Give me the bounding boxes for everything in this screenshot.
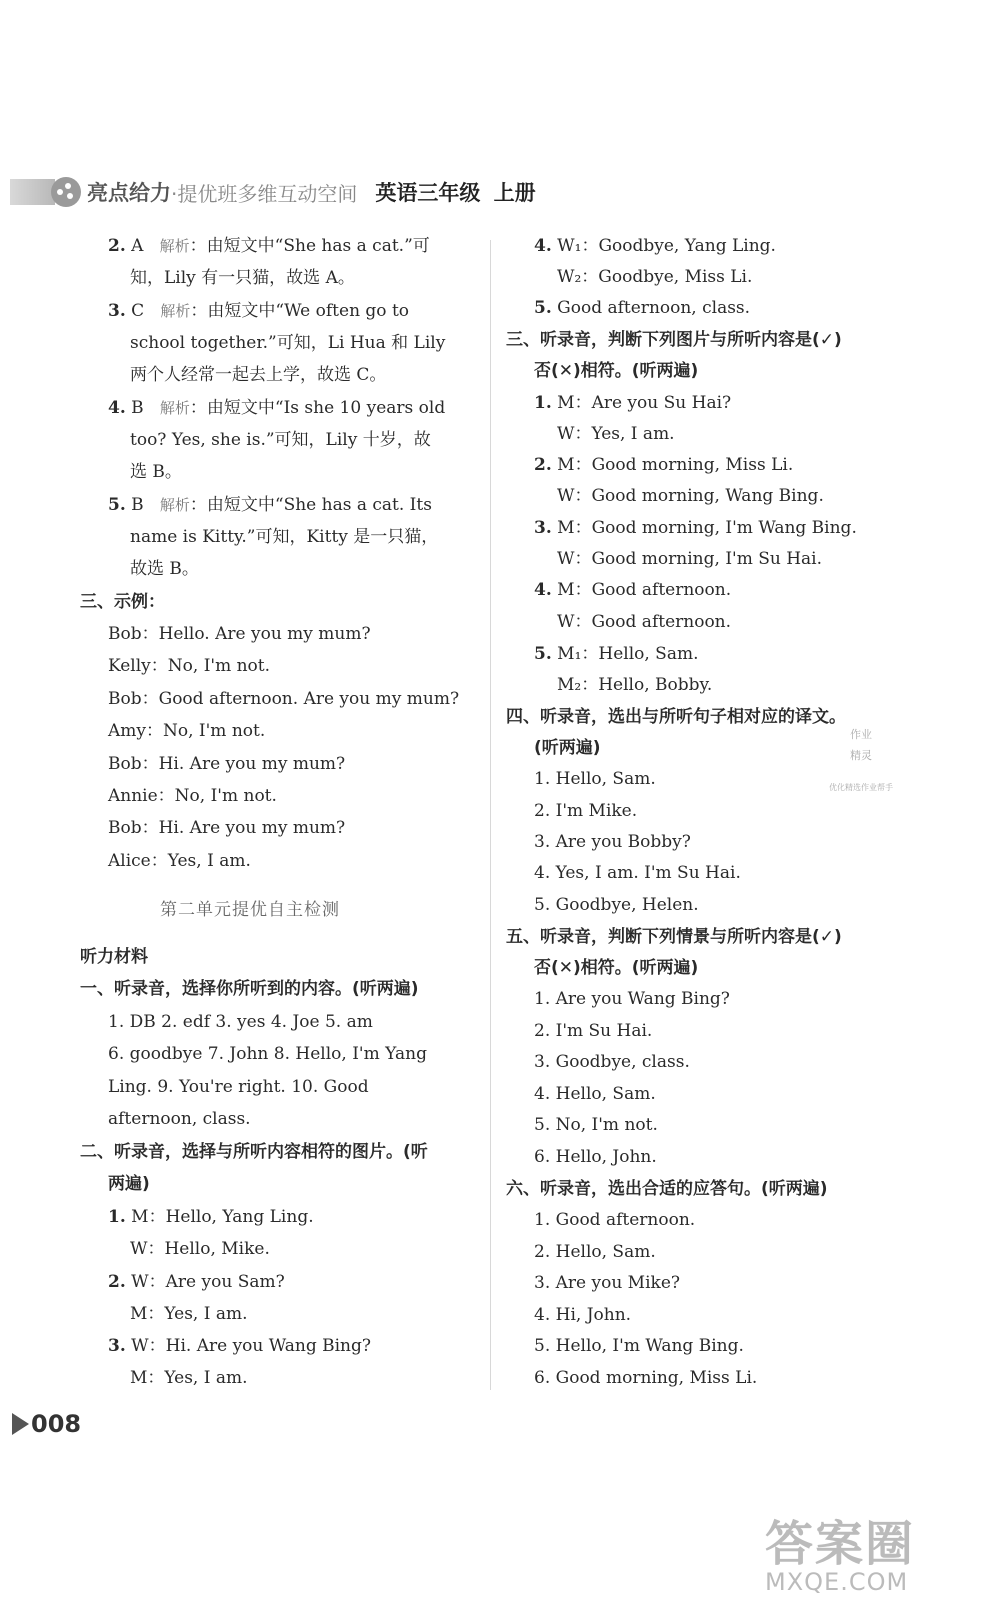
part-2-item	[108, 1270, 285, 1294]
analysis-text: ：由短文中“Is she 10 years old	[189, 398, 446, 418]
question-number: 2.	[108, 236, 126, 256]
analysis-label: 解析	[159, 399, 190, 417]
part-4-item: 1. Hello, Sam.	[534, 769, 656, 789]
analysis-label: 解析	[159, 496, 190, 514]
stamp-line: 优化精选作业帮手	[829, 783, 893, 792]
analysis-text: 选 B。	[130, 462, 182, 482]
item-number: 3.	[108, 1336, 126, 1356]
item-text: M：Good afternoon.	[557, 580, 732, 600]
part-5-item: 5. No, I'm not.	[534, 1115, 658, 1135]
part-2-title: 二、听录音，选择与所听内容相符的图片。(听	[80, 1142, 428, 1162]
part-6-item: 3. Are you Mike?	[534, 1273, 681, 1293]
watermark-url: MXQE.COM	[765, 1568, 909, 1596]
triangle-icon	[12, 1413, 29, 1435]
item-text: W：Hello, Mike.	[130, 1239, 270, 1259]
item-number: 4.	[534, 236, 552, 256]
item-number: 2.	[108, 1272, 126, 1292]
question-number: 5.	[108, 495, 126, 515]
item-number: 5.	[534, 644, 552, 664]
item-number: 1.	[534, 393, 552, 413]
item-text: W：Are you Sam?	[131, 1272, 285, 1292]
item-number: 2.	[534, 455, 552, 475]
item-number: 1.	[108, 1207, 126, 1227]
item-text: W：Hi. Are you Wang Bing?	[131, 1336, 371, 1356]
answer-choice: A	[131, 236, 144, 256]
part-5-item: 2. I'm Su Hai.	[534, 1021, 653, 1041]
part-3-item	[534, 516, 857, 540]
part-5-item: 3. Goodbye, class.	[534, 1052, 690, 1072]
dialog-line: Bob：Hi. Are you my mum?	[108, 754, 346, 774]
part-5-item: 6. Hello, John.	[534, 1147, 657, 1167]
part-3-item	[534, 642, 699, 666]
analysis-text: ：由短文中“We often go to	[190, 301, 410, 321]
part-4-item: 3. Are you Bobby?	[534, 832, 691, 852]
item-text: M：Yes, I am.	[130, 1304, 248, 1324]
part-4-item: 4. Yes, I am. I'm Su Hai.	[534, 863, 741, 883]
part-3-title: 否(✕)相符。(听两遍)	[534, 361, 699, 381]
item-text: W：Good morning, Wang Bing.	[557, 486, 824, 506]
dialog-line: Kelly：No, I'm not.	[108, 656, 271, 676]
part-4-title: 四、听录音，选出与所听句子相对应的译文。	[506, 707, 846, 727]
analysis-text: 两个人经常一起去上学，故选 C。	[130, 365, 387, 385]
item-text: M：Are you Su Hai?	[557, 393, 732, 413]
item-text: M₁：Hello, Sam.	[557, 644, 699, 664]
part-3-item	[534, 578, 731, 602]
part-3-item	[534, 453, 793, 477]
analysis-label: 解析	[160, 302, 191, 320]
part-3-title: 三、听录音，判断下列图片与所听内容是(✓)	[506, 330, 842, 350]
part-1-answers: 1. DB 2. edf 3. yes 4. Joe 5. am	[108, 1012, 373, 1032]
item-text: W：Good morning, I'm Su Hai.	[557, 549, 823, 569]
part-6-item: 5. Hello, I'm Wang Bing.	[534, 1336, 744, 1356]
question-number: 4.	[108, 398, 126, 418]
part-4-item: 2. I'm Mike.	[534, 801, 638, 821]
part-1-answers: 6. goodbye 7. John 8. Hello, I'm Yang	[108, 1044, 427, 1064]
dialog-line: Bob：Hi. Are you my mum?	[108, 818, 346, 838]
dialog-line: Annie：No, I'm not.	[108, 786, 277, 806]
part-2-item	[108, 1334, 371, 1358]
item-text: Good afternoon, class.	[557, 298, 751, 318]
item-text: M：Hello, Yang Ling.	[131, 1207, 314, 1227]
unit-title: 第二单元提优自主检测	[160, 900, 340, 920]
analysis-text: ：由短文中“She has a cat. Its	[189, 495, 432, 515]
item-text: W₁：Goodbye, Yang Ling.	[557, 236, 776, 256]
header-decor-bar	[10, 179, 55, 205]
analysis-text: ：由短文中“She has a cat.”可	[189, 236, 430, 256]
item-text: M：Good morning, Miss Li.	[557, 455, 794, 475]
page-header	[10, 172, 536, 212]
part-1-title: 一、听录音，选择你所听到的内容。(听两遍)	[80, 979, 419, 999]
answer-q5	[108, 493, 432, 517]
item-text: W：Good afternoon.	[557, 612, 732, 632]
part-3-item	[534, 391, 731, 415]
answer-q2	[108, 234, 430, 258]
answer-choice: B	[131, 398, 144, 418]
book-title: 英语三年级 上册	[375, 181, 536, 205]
answer-choice: C	[131, 301, 145, 321]
part-6-item: 6. Good morning, Miss Li.	[534, 1368, 758, 1388]
answer-choice: B	[131, 495, 144, 515]
section-3-title: 三、示例：	[80, 592, 165, 612]
item-number: 4.	[534, 580, 552, 600]
part-1-answers: Ling. 9. You're right. 10. Good	[108, 1077, 369, 1097]
homework-stamp	[828, 720, 894, 792]
watermark	[765, 1505, 915, 1596]
dialog-line: Amy：No, I'm not.	[108, 721, 266, 741]
analysis-label: 解析	[159, 237, 190, 255]
part-5-item: 1. Are you Wang Bing?	[534, 989, 730, 1009]
brand-name: 亮点给力	[87, 181, 171, 205]
dialog-line: Bob：Good afternoon. Are you my mum?	[108, 689, 460, 709]
part-6-item: 2. Hello, Sam.	[534, 1242, 656, 1262]
listening-material-title: 听力材料	[80, 947, 148, 967]
page-number	[12, 1410, 81, 1438]
item-number: 3.	[534, 518, 552, 538]
watermark-logo-text: 答案圈	[765, 1516, 916, 1572]
answer-q3	[108, 299, 409, 323]
item-text: M₂：Hello, Bobby.	[557, 675, 713, 695]
dialog-line: Alice：Yes, I am.	[108, 851, 251, 871]
stamp-line: 精灵	[850, 749, 872, 762]
item-number: 5.	[534, 298, 552, 318]
part-5-item: 4. Hello, Sam.	[534, 1084, 656, 1104]
item-text: M：Good morning, I'm Wang Bing.	[557, 518, 857, 538]
part-6-item: 4. Hi, John.	[534, 1305, 632, 1325]
part-6-title: 六、听录音，选出合适的应答句。(听两遍)	[506, 1179, 828, 1199]
part-4-title: (听两遍)	[534, 738, 601, 758]
part-2-title: 两遍)	[108, 1174, 150, 1194]
part-1-answers: afternoon, class.	[108, 1109, 251, 1129]
stamp-line: 作业	[850, 728, 872, 741]
column-divider	[490, 240, 491, 1390]
answer-q4	[108, 396, 445, 420]
analysis-text: school together.”可知，Li Hua 和 Lily	[130, 333, 446, 353]
analysis-text: too? Yes, she is.”可知，Lily 十岁，故	[130, 430, 431, 450]
item-text: W₂：Goodbye, Miss Li.	[557, 267, 753, 287]
item-text: W：Yes, I am.	[557, 424, 675, 444]
part-2-item	[534, 234, 776, 258]
part-2-item	[108, 1205, 314, 1229]
analysis-text: 知，Lily 有一只猫，故选 A。	[130, 268, 355, 288]
part-4-item: 5. Goodbye, Helen.	[534, 895, 699, 915]
analysis-text: name is Kitty.”可知，Kitty 是一只猫，	[130, 527, 439, 547]
page-number-text: 008	[31, 1410, 82, 1438]
part-2-item	[534, 296, 750, 320]
part-6-item: 1. Good afternoon.	[534, 1210, 696, 1230]
part-5-title: 五、听录音，判断下列情景与所听内容是(✓)	[506, 927, 842, 947]
part-5-title: 否(✕)相符。(听两遍)	[534, 958, 699, 978]
item-text: M：Yes, I am.	[130, 1368, 248, 1388]
dialog-line: Bob：Hello. Are you my mum?	[108, 624, 371, 644]
analysis-text: 故选 B。	[130, 559, 199, 579]
question-number: 3.	[108, 301, 126, 321]
brand-logo-icon	[51, 177, 81, 207]
brand-subtitle: ·提优班多维互动空间	[171, 181, 358, 206]
